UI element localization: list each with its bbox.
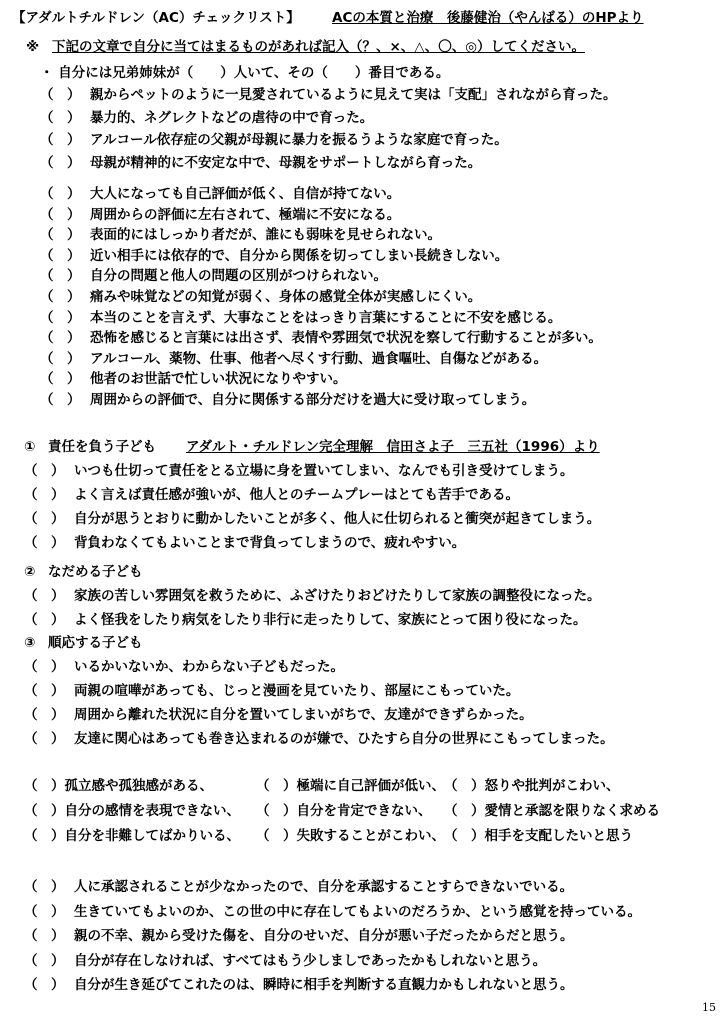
checklist-item-text: いるかいないか、わからない子どもだった。 (74, 659, 344, 675)
checklist-item (40, 225, 441, 245)
answer-blank[interactable]: （ ） (24, 683, 65, 699)
grid-item: （ ）愛情と承認を限りなく求める (444, 803, 660, 819)
checklist-item-text: 周囲からの評価で、自分に関係する部分だけを過大に受け取ってしまう。 (90, 392, 536, 408)
grid-item: （ ）自分を肯定できない、 (256, 803, 432, 819)
checklist-item-text: 痛みや味覚などの知覚が弱く、身体の感覚全体が実感しにくい。 (90, 289, 482, 305)
checklist-item-text: 母親が精神的に不安定な中で、母親をサポートしながら育った。 (90, 154, 482, 171)
grid-item: （ ）極端に自己評価が低い、 (256, 778, 445, 794)
grid-item: （ ）自分を非難してばかりいる、 (24, 828, 240, 844)
page-header (12, 6, 716, 28)
checklist-item-text: 表面的にはしっかり者だが、誰にも弱味を見せられない。 (90, 227, 441, 244)
checklist-item (24, 681, 519, 701)
checklist-item-text: 他者のお世話で忙しい状況になりやすい。 (90, 371, 347, 388)
instruction-line (26, 35, 585, 55)
answer-blank[interactable]: （ ） (24, 707, 65, 723)
section-title: 責任を負う子ども (48, 439, 156, 455)
answer-blank[interactable]: （ ） (24, 463, 65, 479)
checklist-item (24, 926, 574, 946)
answer-blank[interactable]: （ ） (40, 289, 81, 305)
checklist-item (24, 705, 533, 725)
checklist-item-text: よく怪我をしたり病気をしたり非行に走ったりして、家族にとって困り役になった。 (74, 612, 587, 628)
checklist-item-text: 本当のことを言えず、大事なことをはっきり言葉にすることに不安を感じる。 (90, 309, 562, 326)
checklist-item-text: 両親の喧嘩があっても、じっと漫画を見ていたり、部屋にこもっていた。 (74, 683, 520, 699)
checklist-item-text: 自分が存在しなければ、すべてはもう少しましであったかもしれないと思う。 (74, 952, 547, 969)
checklist-item (24, 509, 600, 529)
checklist-item (40, 390, 535, 410)
checklist-item (24, 657, 344, 677)
answer-blank[interactable]: （ ） (24, 612, 65, 628)
checklist-item (24, 877, 573, 897)
checklist-item (40, 205, 400, 225)
answer-blank[interactable]: （ ） (24, 659, 65, 675)
checklist-item (24, 951, 546, 971)
reference-mark-icon: ※ (26, 39, 40, 55)
section-number: ① (24, 439, 36, 455)
checklist-item (40, 85, 617, 105)
answer-blank[interactable]: （ ） (40, 87, 81, 103)
siblings-line: ・ 自分には兄弟姉妹が（ ）人いて、その（ ）番目である。 (40, 65, 450, 81)
checklist-item (24, 729, 614, 749)
answer-blank[interactable]: （ ） (40, 392, 81, 408)
checklist-item-text: 自分が思うとおりに動かしたいことが多く、他人に仕切られると衝突が起きてしまう。 (74, 511, 601, 527)
instruction-text: 下記の文章で自分に当てはまるものがあれば記入（？、×、△、〇、◎）してください。 (52, 39, 585, 55)
checklist-item (40, 130, 508, 150)
page-number: 15 (702, 1001, 716, 1014)
checklist-grid-row (24, 776, 684, 796)
source-note: ACの本質と治療 後藤健治（やんばる）のHPより (332, 10, 644, 26)
answer-blank[interactable]: （ ） (40, 247, 81, 264)
checklist-grid-row (24, 801, 684, 821)
answer-blank[interactable]: （ ） (40, 309, 81, 326)
checklist-grid-row (24, 826, 684, 846)
answer-blank[interactable]: （ ） (40, 132, 81, 148)
answer-blank[interactable]: （ ） (40, 371, 81, 388)
answer-blank[interactable]: （ ） (24, 731, 65, 747)
answer-blank[interactable]: （ ） (40, 186, 81, 202)
answer-blank[interactable]: （ ） (24, 535, 65, 551)
checklist-item (40, 153, 481, 173)
section-heading (24, 562, 143, 582)
checklist-item-text: 自分が生き延びてこれたのは、瞬時に相手を判断する直観力かもしれないと思う。 (74, 977, 574, 993)
checklist-item-text: アルコール、薬物、仕事、他者へ尽くす行動、過食嘔吐、自傷などがある。 (90, 350, 548, 367)
answer-blank[interactable]: （ ） (24, 928, 65, 944)
checklist-item (24, 533, 465, 553)
answer-blank[interactable]: （ ） (40, 206, 81, 223)
section-title: 順応する子ども (48, 635, 143, 651)
checklist-item-text: 大人になっても自己評価が低く、自信が持てない。 (90, 186, 401, 202)
checklist-item-text: 周囲から離れた状況に自分を置いてしまいがちで、友達ができずらかった。 (74, 707, 533, 723)
answer-blank[interactable]: （ ） (40, 350, 81, 367)
checklist-item-text: 背負わなくてもよいことまで背負ってしまうので、疲れやすい。 (74, 535, 466, 551)
checklist-item-text: 暴力的、ネグレクトなどの虐待の中で育った。 (90, 109, 374, 126)
answer-blank[interactable]: （ ） (24, 511, 65, 527)
checklist-item (40, 246, 508, 266)
checklist-item-text: 自分の問題と他人の問題の区別がつけられない。 (90, 268, 387, 285)
grid-item: （ ）怒りや批判がこわい、 (444, 778, 620, 794)
section-title: なだめる子ども (48, 564, 143, 580)
grid-item: （ ）自分の感情を表現できない、 (24, 803, 240, 819)
answer-blank[interactable]: （ ） (40, 268, 81, 285)
checklist-item (40, 328, 602, 348)
checklist-item (24, 461, 574, 481)
document-title: 【アダルトチルドレン（AC）チェックリスト】 (12, 10, 300, 26)
checklist-item-text: 生きていてもよいのか、この世の中に存在してもよいのだろうか、という感覚を持っている。 (74, 903, 641, 920)
checklist-item-text: 親の不幸、親から受けた傷を、自分のせいだ、自分が悪い子だったからだと思う。 (74, 928, 574, 944)
checklist-item (24, 975, 574, 995)
checklist-item-text: 友達に関心はあっても巻き込まれるのが嫌で、ひたすら自分の世界にこもってしまった。 (74, 731, 614, 747)
answer-blank[interactable]: （ ） (24, 977, 65, 993)
checklist-item-text: 人に承認されることが少なかったので、自分を承認することすらできないでいる。 (74, 879, 574, 895)
checklist-item-text: 近い相手には依存的で、自分から関係を切ってしまい長続きしない。 (90, 247, 509, 264)
grid-item: （ ）失敗することがこわい、 (256, 828, 445, 844)
checklist-item-text: 恐怖を感じると言葉には出さず、表情や雰囲気で状況を察して行動することが多い。 (90, 330, 602, 347)
checklist-item-text: 周囲からの評価に左右されて、極端に不安になる。 (90, 206, 401, 223)
checklist-item-text: 家族の苦しい雰囲気を救うために、ふざけたりおどけたりして家族の調整役になった。 (74, 588, 601, 604)
checklist-item-text: 親からペットのように一見愛されているように見えて実は「支配」されながら育った。 (90, 87, 617, 103)
answer-blank[interactable]: （ ） (40, 109, 81, 126)
checklist-item (24, 586, 601, 606)
checklist-item (40, 287, 481, 307)
answer-blank[interactable]: （ ） (24, 903, 65, 920)
answer-blank[interactable]: （ ） (40, 330, 81, 347)
checklist-item (24, 610, 586, 630)
section-heading (24, 437, 600, 457)
grid-item: （ ）相手を支配したいと思う (444, 828, 633, 844)
section-number: ② (24, 564, 36, 580)
checklist-item (40, 308, 561, 328)
checklist-item (24, 485, 519, 505)
answer-blank[interactable]: （ ） (24, 487, 65, 503)
answer-blank[interactable]: （ ） (24, 952, 65, 969)
checklist-item-text: アルコール依存症の父親が母親に暴力を振るうような家庭で育った。 (90, 132, 508, 148)
grid-item: （ ）孤立感や孤独感がある、 (24, 778, 213, 794)
answer-blank[interactable]: （ ） (24, 588, 65, 604)
checklist-item (40, 184, 400, 204)
section-number: ③ (24, 635, 36, 651)
checklist-item (40, 108, 373, 128)
checklist-item (40, 266, 387, 286)
section-heading (24, 633, 143, 653)
answer-blank[interactable]: （ ） (40, 154, 81, 171)
checklist-item (24, 902, 641, 922)
checklist-item (40, 369, 347, 389)
checklist-item-text: いつも仕切って責任をとる立場に身を置いてしまい、なんでも引き受けてしまう。 (74, 463, 574, 479)
checklist-item-text: よく言えば責任感が強いが、他人とのチームプレーはとても苦手である。 (74, 487, 519, 503)
checklist-item (40, 349, 547, 369)
section-reference: アダルト・チルドレン完全理解 信田さよ子 三五社（1996）より (186, 439, 600, 455)
answer-blank[interactable]: （ ） (40, 227, 81, 244)
answer-blank[interactable]: （ ） (24, 879, 65, 895)
